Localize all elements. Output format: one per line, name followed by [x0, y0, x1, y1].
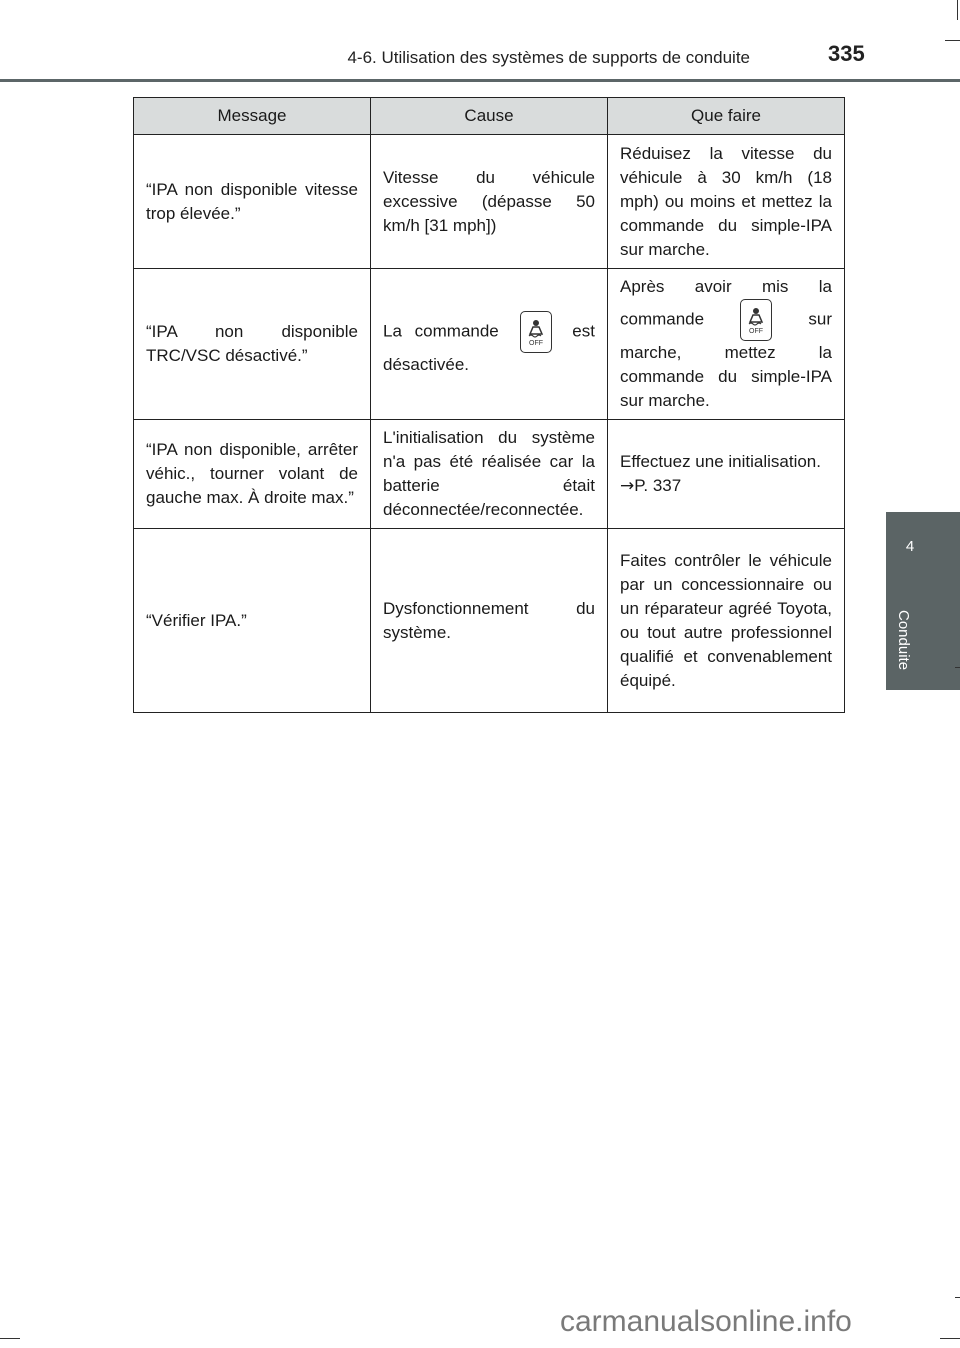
cause-cell: Dysfonctionnement du système.: [371, 529, 608, 713]
cause-cell: Vitesse du véhicule excessive (dépasse 50 km/h [31 mph]): [371, 135, 608, 269]
table-row: [134, 529, 845, 713]
crop-mark: [955, 667, 960, 668]
column-header: Message: [134, 98, 371, 135]
column-header: Que faire: [608, 98, 845, 135]
crop-mark: [955, 1297, 960, 1298]
cause-cell: [371, 269, 608, 420]
crop-mark: [957, 0, 958, 20]
action-cell: Faites contrôler le véhicule par un concessionnaire ou un réparateur agréé Toyota, ou tout autre professionnel qualifié et convenablement équipé.: [608, 529, 845, 713]
cause-text-before: La commande: [383, 321, 499, 341]
chapter-number: 4: [905, 538, 915, 555]
vsc-off-label: OFF: [528, 340, 543, 347]
table-row: [134, 269, 845, 420]
page-reference[interactable]: P. 337: [634, 476, 682, 495]
vsc-off-switch-icon: [520, 311, 552, 353]
crop-mark: [945, 40, 960, 41]
action-cell: [608, 269, 845, 420]
message-cell: “Vérifier IPA.”: [134, 529, 371, 713]
message-cell: “IPA non disponible, arrêter véhic., tourner volant de gauche max. À droite max.”: [134, 420, 371, 529]
table-header-row: [134, 98, 845, 135]
action-text-before: Après avoir mis la commande: [620, 277, 832, 329]
table-row: [134, 420, 845, 529]
message-cell: “IPA non disponible vitesse trop élevée.”: [134, 135, 371, 269]
crop-mark: [0, 1338, 20, 1339]
cause-cell: L'initialisation du système n'a pas été réalisée car la batterie était déconnectée/reconnectée.: [371, 420, 608, 529]
page-number: 335: [828, 41, 865, 66]
action-text-after: sur marche, mettez la commande du simple-IPA sur marche.: [620, 309, 832, 410]
message-cell: “IPA non disponible TRC/VSC désactivé.”: [134, 269, 371, 420]
chapter-label: Conduite: [895, 610, 912, 671]
table-row: [134, 135, 845, 269]
action-cell: Réduisez la vitesse du véhicule à 30 km/h (18 mph) ou moins et mettez la commande du simple-IPA sur marche.: [608, 135, 845, 269]
cause-text-after: est désactivée.: [383, 321, 595, 374]
watermark: carmanualsonline.info: [560, 1305, 852, 1338]
vsc-off-label: OFF: [749, 328, 764, 335]
action-text: Effectuez une initialisation.: [620, 452, 821, 471]
column-header: Cause: [371, 98, 608, 135]
warning-message-table: [133, 97, 845, 713]
section-title: 4-6. Utilisation des systèmes de supports de conduite: [347, 48, 750, 67]
action-cell: [608, 420, 845, 529]
header-rule: [0, 79, 960, 82]
vsc-off-switch-icon: [740, 299, 772, 341]
crop-mark: [940, 1338, 960, 1339]
page-reference-arrow: →: [620, 476, 635, 496]
